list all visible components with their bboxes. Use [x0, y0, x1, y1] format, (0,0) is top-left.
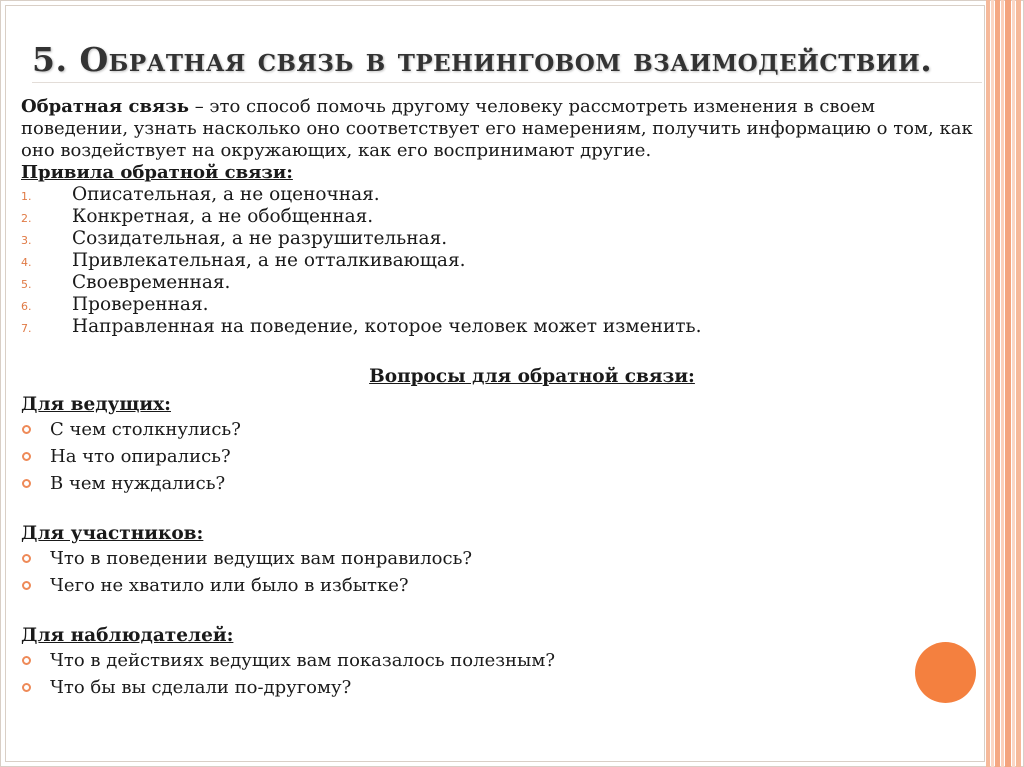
question-item: [21, 470, 981, 497]
questions-heading: Вопросы для обратной связи:: [369, 366, 695, 387]
questions-list-observers: [21, 647, 981, 701]
question-text: С чем столкнулись?: [50, 418, 241, 440]
decorative-stripe: [1005, 0, 1011, 767]
rule-item: [21, 272, 981, 294]
rule-item: [21, 316, 981, 338]
rules-list: [21, 184, 981, 338]
decorative-circle: [915, 642, 976, 703]
question-item: [21, 545, 981, 572]
rule-number: 3.: [21, 234, 32, 247]
decorative-stripe: [995, 0, 1000, 767]
rule-item: [21, 228, 981, 250]
rule-text: Конкретная, а не обобщенная.: [72, 206, 374, 227]
decorative-stripe: [1012, 0, 1015, 767]
question-item: [21, 443, 981, 470]
rules-heading: Привила обратной связи:: [21, 162, 293, 183]
question-text: На что опирались?: [50, 445, 231, 467]
rule-item: [21, 206, 981, 228]
rule-item: [21, 294, 981, 316]
intro-paragraph: [21, 96, 981, 162]
circle-bullet-icon: [22, 554, 31, 563]
question-text: Что бы вы сделали по-другому?: [50, 676, 352, 698]
rule-item: [21, 250, 981, 272]
rule-text: Привлекательная, а не отталкивающая.: [72, 250, 466, 271]
rule-item: [21, 184, 981, 206]
question-item: [21, 572, 981, 599]
group-title-observers: Для наблюдателей:: [21, 625, 234, 646]
question-item: [21, 416, 981, 443]
circle-bullet-icon: [22, 683, 31, 692]
circle-bullet-icon: [22, 479, 31, 488]
decorative-stripe: [986, 0, 990, 767]
question-text: В чем нуждались?: [50, 472, 226, 494]
rule-number: 4.: [21, 256, 32, 269]
questions-list-hosts: [21, 416, 981, 497]
circle-bullet-icon: [22, 581, 31, 590]
rule-text: Направленная на поведение, которое человек может изменить.: [72, 316, 702, 337]
rule-text: Описательная, а не оценочная.: [72, 184, 380, 205]
question-text: Что в действиях ведущих вам показалось полезным?: [50, 649, 556, 671]
intro-term: Обратная связь: [21, 96, 189, 117]
rule-number: 1.: [21, 190, 32, 203]
circle-bullet-icon: [22, 656, 31, 665]
group-title-hosts: Для ведущих:: [21, 394, 171, 415]
circle-bullet-icon: [22, 452, 31, 461]
rule-text: Своевременная.: [72, 272, 231, 293]
question-text: Чего не хватило или было в избытке?: [50, 574, 409, 596]
question-item: [21, 647, 981, 674]
questions-list-participants: [21, 545, 981, 599]
rule-number: 5.: [21, 278, 32, 291]
rule-number: 2.: [21, 212, 32, 225]
slide-content: [21, 96, 981, 701]
slide-title: 5. Обратная связь в тренинговом взаимодействии.: [32, 40, 933, 79]
rule-number: 7.: [21, 322, 32, 335]
rule-text: Проверенная.: [72, 294, 209, 315]
decorative-stripe: [1001, 0, 1004, 767]
rule-number: 6.: [21, 300, 32, 313]
title-divider: [32, 82, 982, 83]
group-title-participants: Для участников:: [21, 523, 204, 544]
question-text: Что в поведении ведущих вам понравилось?: [50, 547, 473, 569]
circle-bullet-icon: [22, 425, 31, 434]
decorative-stripe: [1016, 0, 1021, 767]
decorative-stripe: [991, 0, 994, 767]
question-item: [21, 674, 981, 701]
intro-text: – это способ помочь другому человеку рассмотреть изменения в своем поведении, узнать насколько оно соответствует его намерениям, получить информацию о том, как оно воздействует на окружающих, как его воспринимают другие.: [21, 96, 973, 161]
rule-text: Созидательная, а не разрушительная.: [72, 228, 448, 249]
